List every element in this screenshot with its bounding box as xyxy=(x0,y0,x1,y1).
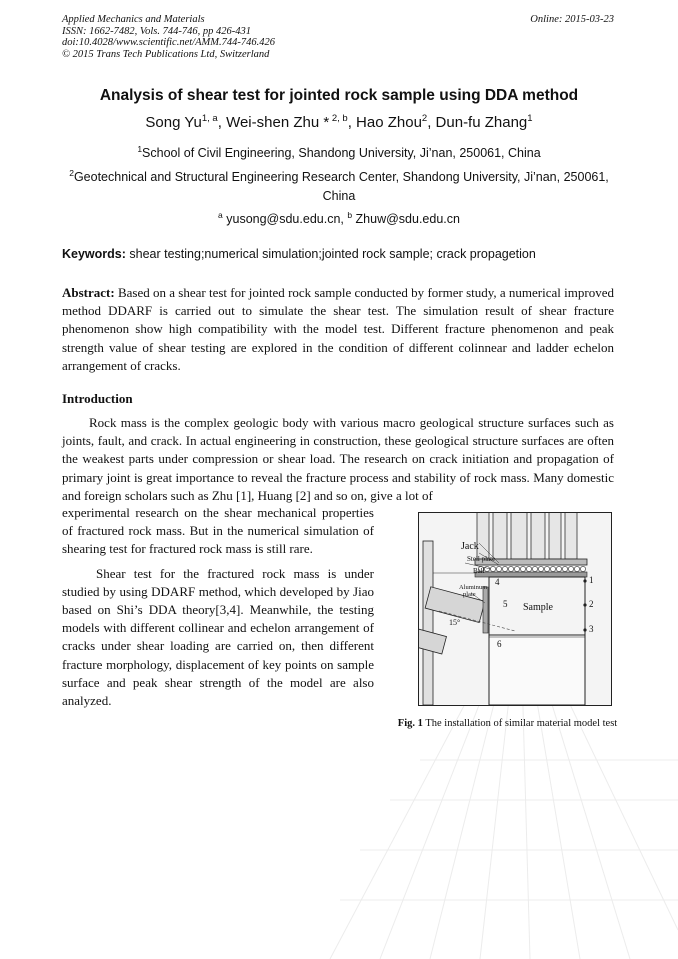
copyright-line: © 2015 Trans Tech Publications Ltd, Switzerland xyxy=(62,48,270,60)
online-date: Online: 2015-03-23 xyxy=(530,14,614,25)
journal-header xyxy=(62,14,614,60)
author-sup: 1 xyxy=(527,113,533,124)
label-point-5: 5 xyxy=(503,599,508,609)
caption-text: The installation of similar material model test xyxy=(422,718,618,729)
author-sep: , xyxy=(427,114,436,131)
label-plate: plate xyxy=(463,591,476,598)
label-aluminum: Aluminum xyxy=(459,584,488,591)
affiliation-2 xyxy=(62,164,616,206)
shear-test-apparatus-diagram xyxy=(419,513,611,705)
label-jack: Jack xyxy=(461,541,479,552)
author-sup: 2 xyxy=(421,113,428,124)
author-name: Dun-fu Zhang xyxy=(435,114,528,131)
author-name: Song Yu xyxy=(145,114,202,131)
abstract-label: Abstract: xyxy=(62,285,115,300)
label-sample: Sample xyxy=(523,602,553,613)
label-point-1: 1 xyxy=(589,575,594,585)
label-angle: 15° xyxy=(449,618,461,627)
label-steel-plate: Stell plate xyxy=(467,555,496,563)
affiliation-text: School of Civil Engineering, Shandong University, Ji’nan, 250061, China xyxy=(142,146,541,161)
intro-paragraph-1: Rock mass is the complex geologic body with various macro geological structure surfaces such as joints, fault, and crack. In actual engineering in construction, these geological structure surfaces are often the weakest parts under compression or shear load. The research on crack initiation and propagation of primary joint is great importance to reveal the fracture process and stability of rock mass. Many domestic and foreign scholars such as Zhu [1], Huang [2] and so on, give a lot of xyxy=(62,415,614,503)
keywords xyxy=(62,247,616,261)
affiliation-1 xyxy=(62,140,616,163)
keywords-text: shear testing;numerical simulation;jointed rock sample; crack propagetion xyxy=(125,247,536,261)
figure-1-caption xyxy=(385,714,630,734)
intro-paragraph-2: Shear test for the fractured rock mass is under studied by using DDARF method, which developed by Jiao based on Shi’s DDA theory[3,4]. Meanwhile, the testing models with different collinear and echelon arrangement of cracks under shear loading are carried on, then different fracture morphology, displacement of key points on sample surface and peak shear strength of the model are also analyzed. xyxy=(62,565,374,709)
label-ball: Ball xyxy=(473,567,485,575)
affiliation-text: Geotechnical and Structural Engineering Research Center, Shandong University, Ji’nan, 250061, China xyxy=(73,170,609,204)
author-emails xyxy=(62,206,616,229)
figure-1-image xyxy=(418,512,612,706)
intro-column-text xyxy=(62,504,374,710)
intro-paragraph-1-cont: experimental research on the shear mechanical properties of fractured rock mass. But in the numerical simulation of shearing test for fractured rock mass is still rare. xyxy=(62,505,374,557)
email-link[interactable]: yusong@sdu.edu.cn, xyxy=(222,212,348,227)
email-sup: a xyxy=(218,210,223,220)
author-sup: 1, a xyxy=(201,113,218,124)
author-list xyxy=(40,113,638,131)
doi-line: doi:10.4028/www.scientific.net/AMM.744-746.426 xyxy=(62,37,275,48)
email-link[interactable]: Zhuw@sdu.edu.cn xyxy=(352,212,460,227)
label-point-2: 2 xyxy=(589,599,594,609)
author-name: Wei-shen Zhu * xyxy=(226,114,330,131)
email-sup: b xyxy=(347,210,353,220)
abstract xyxy=(62,284,614,375)
section-heading-introduction: Introduction xyxy=(62,391,133,406)
author-name: Hao Zhou xyxy=(356,114,422,131)
label-point-3: 3 xyxy=(589,624,594,634)
journal-name: Applied Mechanics and Materials xyxy=(62,14,205,25)
author-sep: , xyxy=(347,114,357,131)
label-point-6: 6 xyxy=(497,639,502,649)
keywords-label: Keywords: xyxy=(62,247,126,261)
issn-line: ISSN: 1662-7482, Vols. 744-746, pp 426-431 xyxy=(62,25,251,37)
affiliation-sup: 2 xyxy=(69,168,74,178)
label-point-4: 4 xyxy=(495,577,500,587)
paper-title: Analysis of shear test for jointed rock sample using DDA method xyxy=(99,87,579,104)
abstract-text: Based on a shear test for jointed rock sample conducted by former study, a numerical improved method DDARF is carried out to simulate the shear test. The simulation result of shear fracture phenomenon show high compatibility with the model test. Different fracture phenomenon and peak strength value of shear testing are explored in the condition of different colinnear and ladder echelon arrangement of cracks. xyxy=(62,285,614,373)
author-sep: , xyxy=(217,114,227,131)
author-sup: 2, b xyxy=(329,113,348,124)
caption-label: Fig. 1 xyxy=(397,718,423,729)
affiliation-sup: 1 xyxy=(137,144,143,154)
